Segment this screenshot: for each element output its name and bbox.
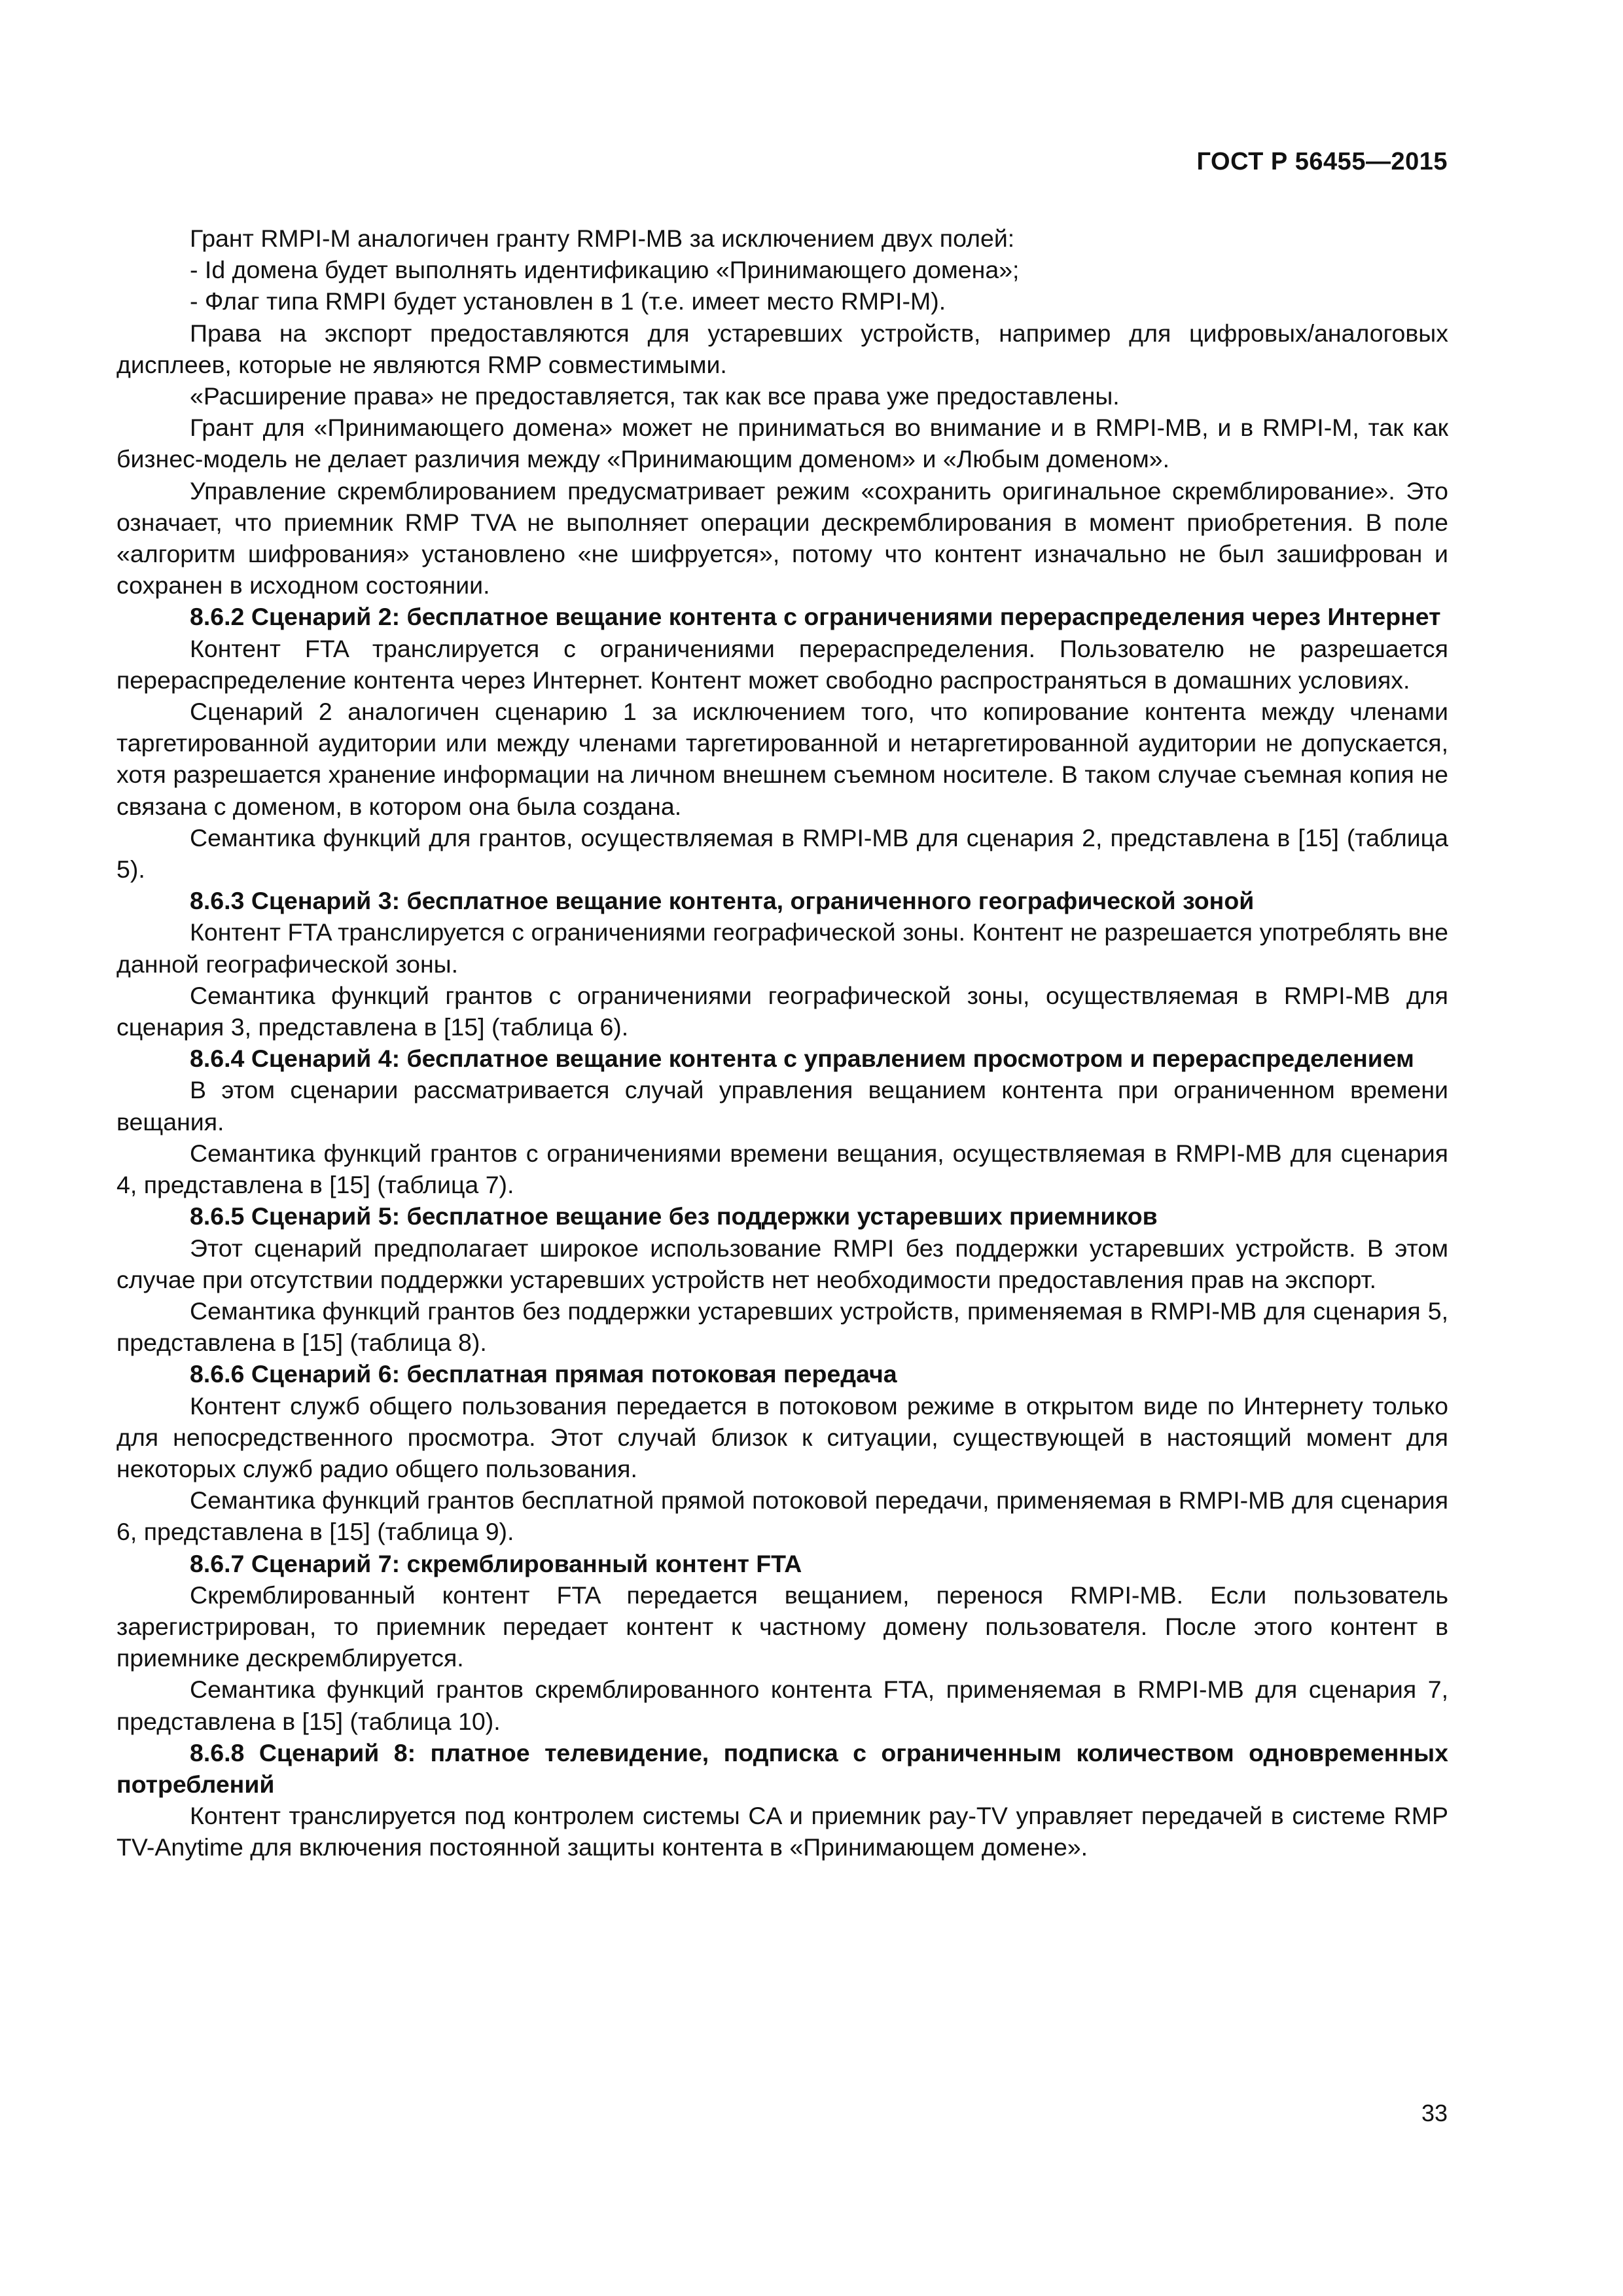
body-paragraph: Семантика функций грантов с ограничениями географической зоны, осуществляемая в RMPI-MB для сценария 3, представлена в [15] (таблица 6). (116, 981, 1448, 1041)
body-paragraph: Грант RMPI-M аналогичен гранту RMPI-MB за исключением двух полей: (190, 224, 1015, 252)
body-paragraph: Скремблированный контент FTA передается вещанием, перенося RMPI-MB. Если пользователь зарегистрирован, то приемник передает контент к частному домену пользователя. После этого контент в приемнике дескремблируется. (116, 1581, 1448, 1672)
document-body (116, 223, 1448, 1863)
document-header (1197, 148, 1448, 176)
body-paragraph: Контент FTA транслируется с ограничениями перераспределения. Пользователю не разрешается перераспределение контента через Интернет. Контент может свободно распространяться в домашних условиях. (116, 634, 1448, 694)
body-paragraph: В этом сценарии рассматривается случай управления вещанием контента при ограниченном времени вещания. (116, 1076, 1448, 1136)
body-paragraph: - Id домена будет выполнять идентификацию «Принимающего домена»; (190, 256, 1020, 284)
standard-designation: ГОСТ Р 56455—2015 (1196, 148, 1448, 175)
body-paragraph: Семантика функций грантов бесплатной прямой потоковой передачи, применяемая в RMPI-MB для сценария 6, представлена в [15] (таблица 9). (116, 1486, 1448, 1546)
body-paragraph: Семантика функций грантов с ограничениями времени вещания, осуществляемая в RMPI-MB для сценария 4, представлена в [15] (таблица 7). (116, 1139, 1448, 1199)
body-paragraph: Контент служб общего пользования передается в потоковом режиме в открытом виде по Интернету только для непосредственного просмотра. Этот случай близок к ситуации, существующей в настоящий момент для некоторых служб радио общего пользования. (116, 1391, 1448, 1482)
section-heading-8-6-7: 8.6.7 Сценарий 7: скремблированный контент FTA (190, 1549, 802, 1577)
body-paragraph: Этот сценарий предполагает широкое использование RMPI без поддержки устаревших устройств. В этом случае при отсутствии поддержки устаревших устройств нет необходимости предоставления прав на экспорт. (116, 1234, 1448, 1293)
section-heading-8-6-6: 8.6.6 Сценарий 6: бесплатная прямая потоковая передача (190, 1360, 897, 1388)
body-paragraph: Семантика функций грантов без поддержки устаревших устройств, применяемая в RMPI-MB для сценария 5, представлена в [15] (таблица 8). (116, 1297, 1448, 1357)
section-heading-8-6-5: 8.6.5 Сценарий 5: бесплатное вещание без поддержки устаревших приемников (190, 1202, 1158, 1230)
body-paragraph: Контент транслируется под контролем системы CA и приемник pay-TV управляет передачей в системе RMP TV-Anytime для включения постоянной защиты контента в «Принимающем домене». (116, 1802, 1448, 1861)
body-paragraph: «Расширение права» не предоставляется, так как все права уже предоставлены. (190, 382, 1120, 410)
section-heading-8-6-4: 8.6.4 Сценарий 4: бесплатное вещание контента с управлением просмотром и перераспределением (190, 1045, 1414, 1073)
section-heading-8-6-8: 8.6.8 Сценарий 8: платное телевидение, подписка с ограниченным количеством одновременных потреблений (116, 1738, 1448, 1798)
body-paragraph: - Флаг типа RMPI будет установлен в 1 (т.е. имеет место RMPI-M). (190, 287, 946, 315)
body-paragraph: Сценарий 2 аналогичен сценарию 1 за исключением того, что копирование контента между членами таргетированной аудитории или между членами таргетированной и нетаргетированной аудитории не допускается, хотя разрешается хранение информации на личном внешнем съемном носителе. В таком случае съемная копия не связана с доменом, в котором она была создана. (116, 698, 1448, 820)
section-heading-8-6-3: 8.6.3 Сценарий 3: бесплатное вещание контента, ограниченного географической зоной (190, 887, 1255, 915)
section-heading-8-6-2: 8.6.2 Сценарий 2: бесплатное вещание контента с ограничениями перераспределения через Интернет (190, 603, 1441, 631)
body-paragraph: Семантика функций грантов скремблированного контента FTA, применяемая в RMPI-MB для сценария 7, представлена в [15] (таблица 10). (116, 1676, 1448, 1735)
body-paragraph: Управление скремблированием предусматривает режим «сохранить оригинальное скремблирование». Это означает, что приемник RMP TVA не выполняет операции дескремблирования в момент приобретения. В поле «алгоритм шифрования» установлено «не шифруется», потому что контент изначально не был зашифрован и сохранен в исходном состоянии. (116, 476, 1448, 600)
body-paragraph: Грант для «Принимающего домена» может не приниматься во внимание и в RMPI-MB, и в RMPI-M, так как бизнес-модель не делает различия между «Принимающим доменом» и «Любым доменом». (116, 414, 1448, 473)
body-paragraph: Права на экспорт предоставляются для устаревших устройств, например для цифровых/аналоговых дисплеев, которые не являются RMP совместимыми. (116, 319, 1448, 378)
page-number: 33 (1421, 2100, 1448, 2126)
body-paragraph: Семантика функций для грантов, осуществляемая в RMPI-MB для сценария 2, представлена в [15] (таблица 5). (116, 823, 1448, 884)
body-paragraph: Контент FTA транслируется с ограничениями географической зоны. Контент не разрешается употреблять вне данной географической зоны. (116, 918, 1448, 978)
